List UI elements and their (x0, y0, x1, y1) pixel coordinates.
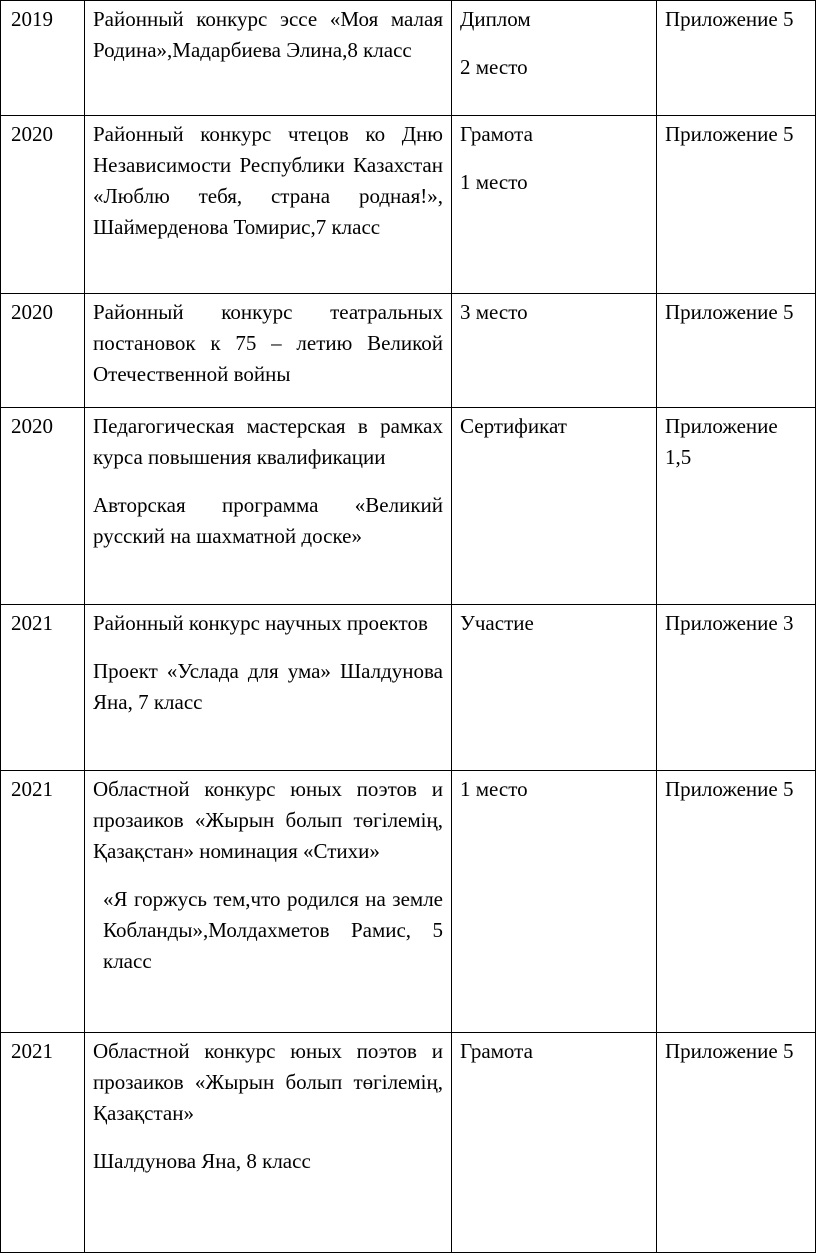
description-cell (85, 1, 452, 116)
result-cell (452, 605, 657, 771)
description-paragraph: Авторская программа «Великий русский на шахматной доске» (93, 493, 443, 548)
result-line: 1 место (460, 170, 528, 194)
result-line: Грамота (460, 1039, 533, 1063)
description-paragraph: Районный конкурс эссе «Моя малая Родина»,Мадарбиева Элина,8 класс (93, 7, 443, 62)
description-paragraph: Педагогическая мастерская в рамках курса повышения квалификации (93, 414, 443, 469)
description-paragraph: Областной конкурс юных поэтов и прозаиков «Жырын болып төгілемің, Қазақстан» номинация «Стихи» (93, 777, 443, 863)
result-line: Диплом (460, 7, 531, 31)
appendix-cell: Приложение 5 (657, 1, 816, 116)
table-row (1, 294, 816, 408)
appendix-cell: Приложение 1,5 (657, 408, 816, 605)
result-line: Грамота (460, 122, 533, 146)
description-cell (85, 116, 452, 294)
description-paragraph: Областной конкурс юных поэтов и прозаиков «Жырын болып төгілемің, Қазақстан» (93, 1039, 443, 1125)
result-cell (452, 294, 657, 408)
description-paragraph: Проект «Услада для ума» Шалдунова Яна, 7 класс (93, 659, 443, 714)
description-paragraph: Районный конкурс чтецов ко Дню Независимости Республики Казахстан «Люблю тебя, страна родная!», Шаймерденова Томирис,7 класс (93, 122, 443, 239)
result-cell (452, 771, 657, 1033)
table-row (1, 605, 816, 771)
table-row (1, 1033, 816, 1253)
result-line: 3 место (460, 300, 528, 324)
table-row (1, 116, 816, 294)
appendix-cell: Приложение 5 (657, 771, 816, 1033)
appendix-cell: Приложение 5 (657, 1033, 816, 1253)
result-line: 2 место (460, 55, 528, 79)
result-line: Участие (460, 611, 534, 635)
table-row (1, 1, 816, 116)
result-line: Сертификат (460, 414, 567, 438)
result-cell (452, 116, 657, 294)
description-cell (85, 1033, 452, 1253)
year-cell: 2021 (1, 605, 85, 771)
year-cell: 2020 (1, 294, 85, 408)
appendix-cell: Приложение 5 (657, 294, 816, 408)
result-cell (452, 1033, 657, 1253)
appendix-cell: Приложение 5 (657, 116, 816, 294)
description-paragraph: «Я горжусь тем,что родился на земле Кобланды»,Молдахметов Рамис, 5 класс (103, 887, 443, 973)
appendix-cell: Приложение 3 (657, 605, 816, 771)
year-cell: 2020 (1, 116, 85, 294)
year-cell: 2020 (1, 408, 85, 605)
description-cell (85, 771, 452, 1033)
description-cell (85, 294, 452, 408)
description-cell (85, 605, 452, 771)
description-cell (85, 408, 452, 605)
year-cell: 2021 (1, 1033, 85, 1253)
description-paragraph: Районный конкурс театральных постановок к 75 – летию Великой Отечественной войны (93, 300, 443, 386)
description-paragraph: Шалдунова Яна, 8 класс (93, 1149, 311, 1173)
result-cell (452, 1, 657, 116)
result-line: 1 место (460, 777, 528, 801)
result-cell (452, 408, 657, 605)
year-cell: 2021 (1, 771, 85, 1033)
table-row (1, 408, 816, 605)
table-row (1, 771, 816, 1033)
description-paragraph: Районный конкурс научных проектов (93, 611, 428, 635)
year-cell: 2019 (1, 1, 85, 116)
